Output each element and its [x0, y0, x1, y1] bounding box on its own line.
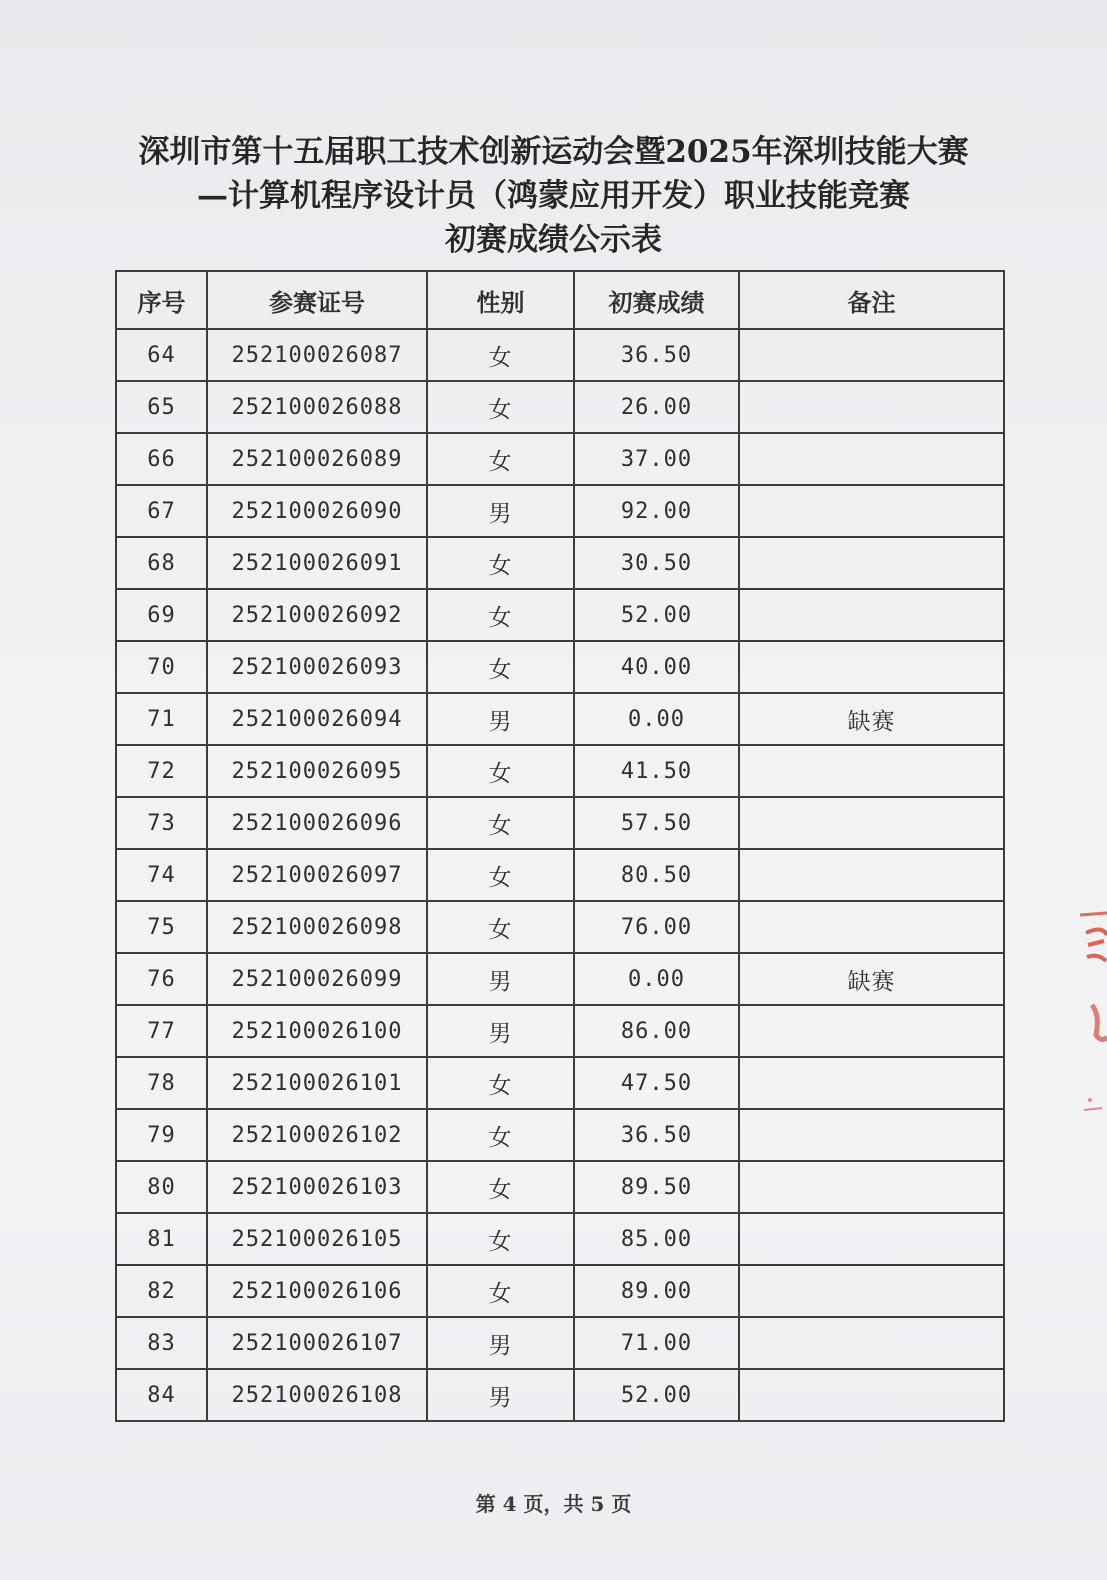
table-row	[116, 589, 1004, 641]
cell-seq: 66	[116, 433, 207, 485]
cell-id: 252100026100	[207, 1005, 427, 1057]
cell-note	[739, 1265, 1004, 1317]
cell-gender: 女	[427, 1213, 574, 1265]
cell-score: 57.50	[574, 797, 739, 849]
cell-seq: 76	[116, 953, 207, 1005]
cell-note	[739, 1161, 1004, 1213]
cell-seq: 73	[116, 797, 207, 849]
cell-score: 86.00	[574, 1005, 739, 1057]
table-row	[116, 1265, 1004, 1317]
cell-gender: 男	[427, 485, 574, 537]
cell-gender: 男	[427, 1317, 574, 1369]
cell-note	[739, 1057, 1004, 1109]
table-row	[116, 1317, 1004, 1369]
cell-score: 0.00	[574, 953, 739, 1005]
cell-seq: 70	[116, 641, 207, 693]
cell-gender: 女	[427, 1265, 574, 1317]
cell-seq: 72	[116, 745, 207, 797]
cell-note	[739, 641, 1004, 693]
cell-gender: 女	[427, 381, 574, 433]
cell-score: 92.00	[574, 485, 739, 537]
cell-id: 252100026088	[207, 381, 427, 433]
cell-seq: 83	[116, 1317, 207, 1369]
cell-gender: 女	[427, 1109, 574, 1161]
table-row	[116, 1057, 1004, 1109]
table-row	[116, 745, 1004, 797]
cell-id: 252100026099	[207, 953, 427, 1005]
cell-seq: 75	[116, 901, 207, 953]
cell-gender: 男	[427, 953, 574, 1005]
cell-note	[739, 485, 1004, 537]
table-row	[116, 641, 1004, 693]
cell-note	[739, 329, 1004, 381]
cell-score: 0.00	[574, 693, 739, 745]
cell-seq: 74	[116, 849, 207, 901]
cell-gender: 男	[427, 1005, 574, 1057]
cell-score: 85.00	[574, 1213, 739, 1265]
table-row	[116, 849, 1004, 901]
cell-id: 252100026092	[207, 589, 427, 641]
table-body	[116, 329, 1004, 1421]
cell-score: 89.50	[574, 1161, 739, 1213]
cell-note	[739, 797, 1004, 849]
table-row	[116, 433, 1004, 485]
title-line-1: 深圳市第十五届职工技术创新运动会暨2025年深圳技能大赛	[138, 134, 969, 170]
cell-score: 52.00	[574, 1369, 739, 1421]
cell-gender: 女	[427, 901, 574, 953]
cell-id: 252100026102	[207, 1109, 427, 1161]
cell-note: 缺赛	[739, 953, 1004, 1005]
cell-note: 缺赛	[739, 693, 1004, 745]
header-gender: 性别	[427, 271, 574, 329]
title-line-2: —计算机程序设计员（鸿蒙应用开发）职业技能竞赛	[197, 178, 910, 214]
cell-gender: 女	[427, 641, 574, 693]
cell-gender: 男	[427, 1369, 574, 1421]
cell-note	[739, 1317, 1004, 1369]
cell-note	[739, 433, 1004, 485]
cell-seq: 65	[116, 381, 207, 433]
table-row	[116, 1213, 1004, 1265]
table-header-row	[116, 271, 1004, 329]
cell-seq: 68	[116, 537, 207, 589]
cell-seq: 82	[116, 1265, 207, 1317]
cell-seq: 78	[116, 1057, 207, 1109]
header-score: 初赛成绩	[574, 271, 739, 329]
cell-gender: 女	[427, 433, 574, 485]
cell-score: 80.50	[574, 849, 739, 901]
cell-gender: 女	[427, 589, 574, 641]
cell-score: 41.50	[574, 745, 739, 797]
cell-id: 252100026096	[207, 797, 427, 849]
table-row	[116, 1369, 1004, 1421]
header-seq: 序号	[116, 271, 207, 329]
table-row	[116, 797, 1004, 849]
cell-note	[739, 1213, 1004, 1265]
cell-id: 252100026095	[207, 745, 427, 797]
cell-id: 252100026094	[207, 693, 427, 745]
cell-gender: 男	[427, 693, 574, 745]
cell-id: 252100026093	[207, 641, 427, 693]
cell-id: 252100026089	[207, 433, 427, 485]
cell-seq: 69	[116, 589, 207, 641]
cell-id: 252100026103	[207, 1161, 427, 1213]
cell-note	[739, 589, 1004, 641]
cell-seq: 71	[116, 693, 207, 745]
cell-note	[739, 381, 1004, 433]
cell-seq: 77	[116, 1005, 207, 1057]
cell-id: 252100026098	[207, 901, 427, 953]
cell-score: 52.00	[574, 589, 739, 641]
cell-note	[739, 745, 1004, 797]
cell-gender: 女	[427, 1161, 574, 1213]
cell-note	[739, 537, 1004, 589]
cell-score: 89.00	[574, 1265, 739, 1317]
cell-score: 76.00	[574, 901, 739, 953]
cell-id: 252100026105	[207, 1213, 427, 1265]
cell-id: 252100026091	[207, 537, 427, 589]
cell-id: 252100026087	[207, 329, 427, 381]
cell-score: 26.00	[574, 381, 739, 433]
score-table	[115, 270, 1005, 1422]
cell-score: 47.50	[574, 1057, 739, 1109]
cell-note	[739, 1109, 1004, 1161]
table-row	[116, 485, 1004, 537]
cell-id: 252100026097	[207, 849, 427, 901]
cell-gender: 女	[427, 849, 574, 901]
page-footer: 第 4 页，共 5 页	[475, 1492, 632, 1516]
cell-seq: 84	[116, 1369, 207, 1421]
table-row	[116, 1161, 1004, 1213]
cell-seq: 80	[116, 1161, 207, 1213]
table-row	[116, 329, 1004, 381]
header-note: 备注	[739, 271, 1004, 329]
cell-score: 40.00	[574, 641, 739, 693]
table-row	[116, 901, 1004, 953]
table-row	[116, 1109, 1004, 1161]
cell-score: 36.50	[574, 329, 739, 381]
cell-id: 252100026107	[207, 1317, 427, 1369]
cell-note	[739, 849, 1004, 901]
cell-id: 252100026108	[207, 1369, 427, 1421]
table-row	[116, 537, 1004, 589]
cell-score: 36.50	[574, 1109, 739, 1161]
cell-gender: 女	[427, 1057, 574, 1109]
cell-gender: 女	[427, 797, 574, 849]
cell-id: 252100026106	[207, 1265, 427, 1317]
cell-seq: 67	[116, 485, 207, 537]
cell-score: 37.00	[574, 433, 739, 485]
cell-id: 252100026101	[207, 1057, 427, 1109]
cell-note	[739, 901, 1004, 953]
table-row	[116, 693, 1004, 745]
cell-seq: 79	[116, 1109, 207, 1161]
red-seal-stamp-icon	[1072, 905, 1107, 1145]
cell-note	[739, 1005, 1004, 1057]
cell-score: 30.50	[574, 537, 739, 589]
title-line-3: 初赛成绩公示表	[445, 222, 662, 258]
cell-score: 71.00	[574, 1317, 739, 1369]
cell-gender: 女	[427, 537, 574, 589]
cell-gender: 女	[427, 745, 574, 797]
table-row	[116, 1005, 1004, 1057]
cell-gender: 女	[427, 329, 574, 381]
cell-seq: 64	[116, 329, 207, 381]
cell-note	[739, 1369, 1004, 1421]
cell-id: 252100026090	[207, 485, 427, 537]
table-row	[116, 953, 1004, 1005]
cell-seq: 81	[116, 1213, 207, 1265]
header-id: 参赛证号	[207, 271, 427, 329]
table-row	[116, 381, 1004, 433]
